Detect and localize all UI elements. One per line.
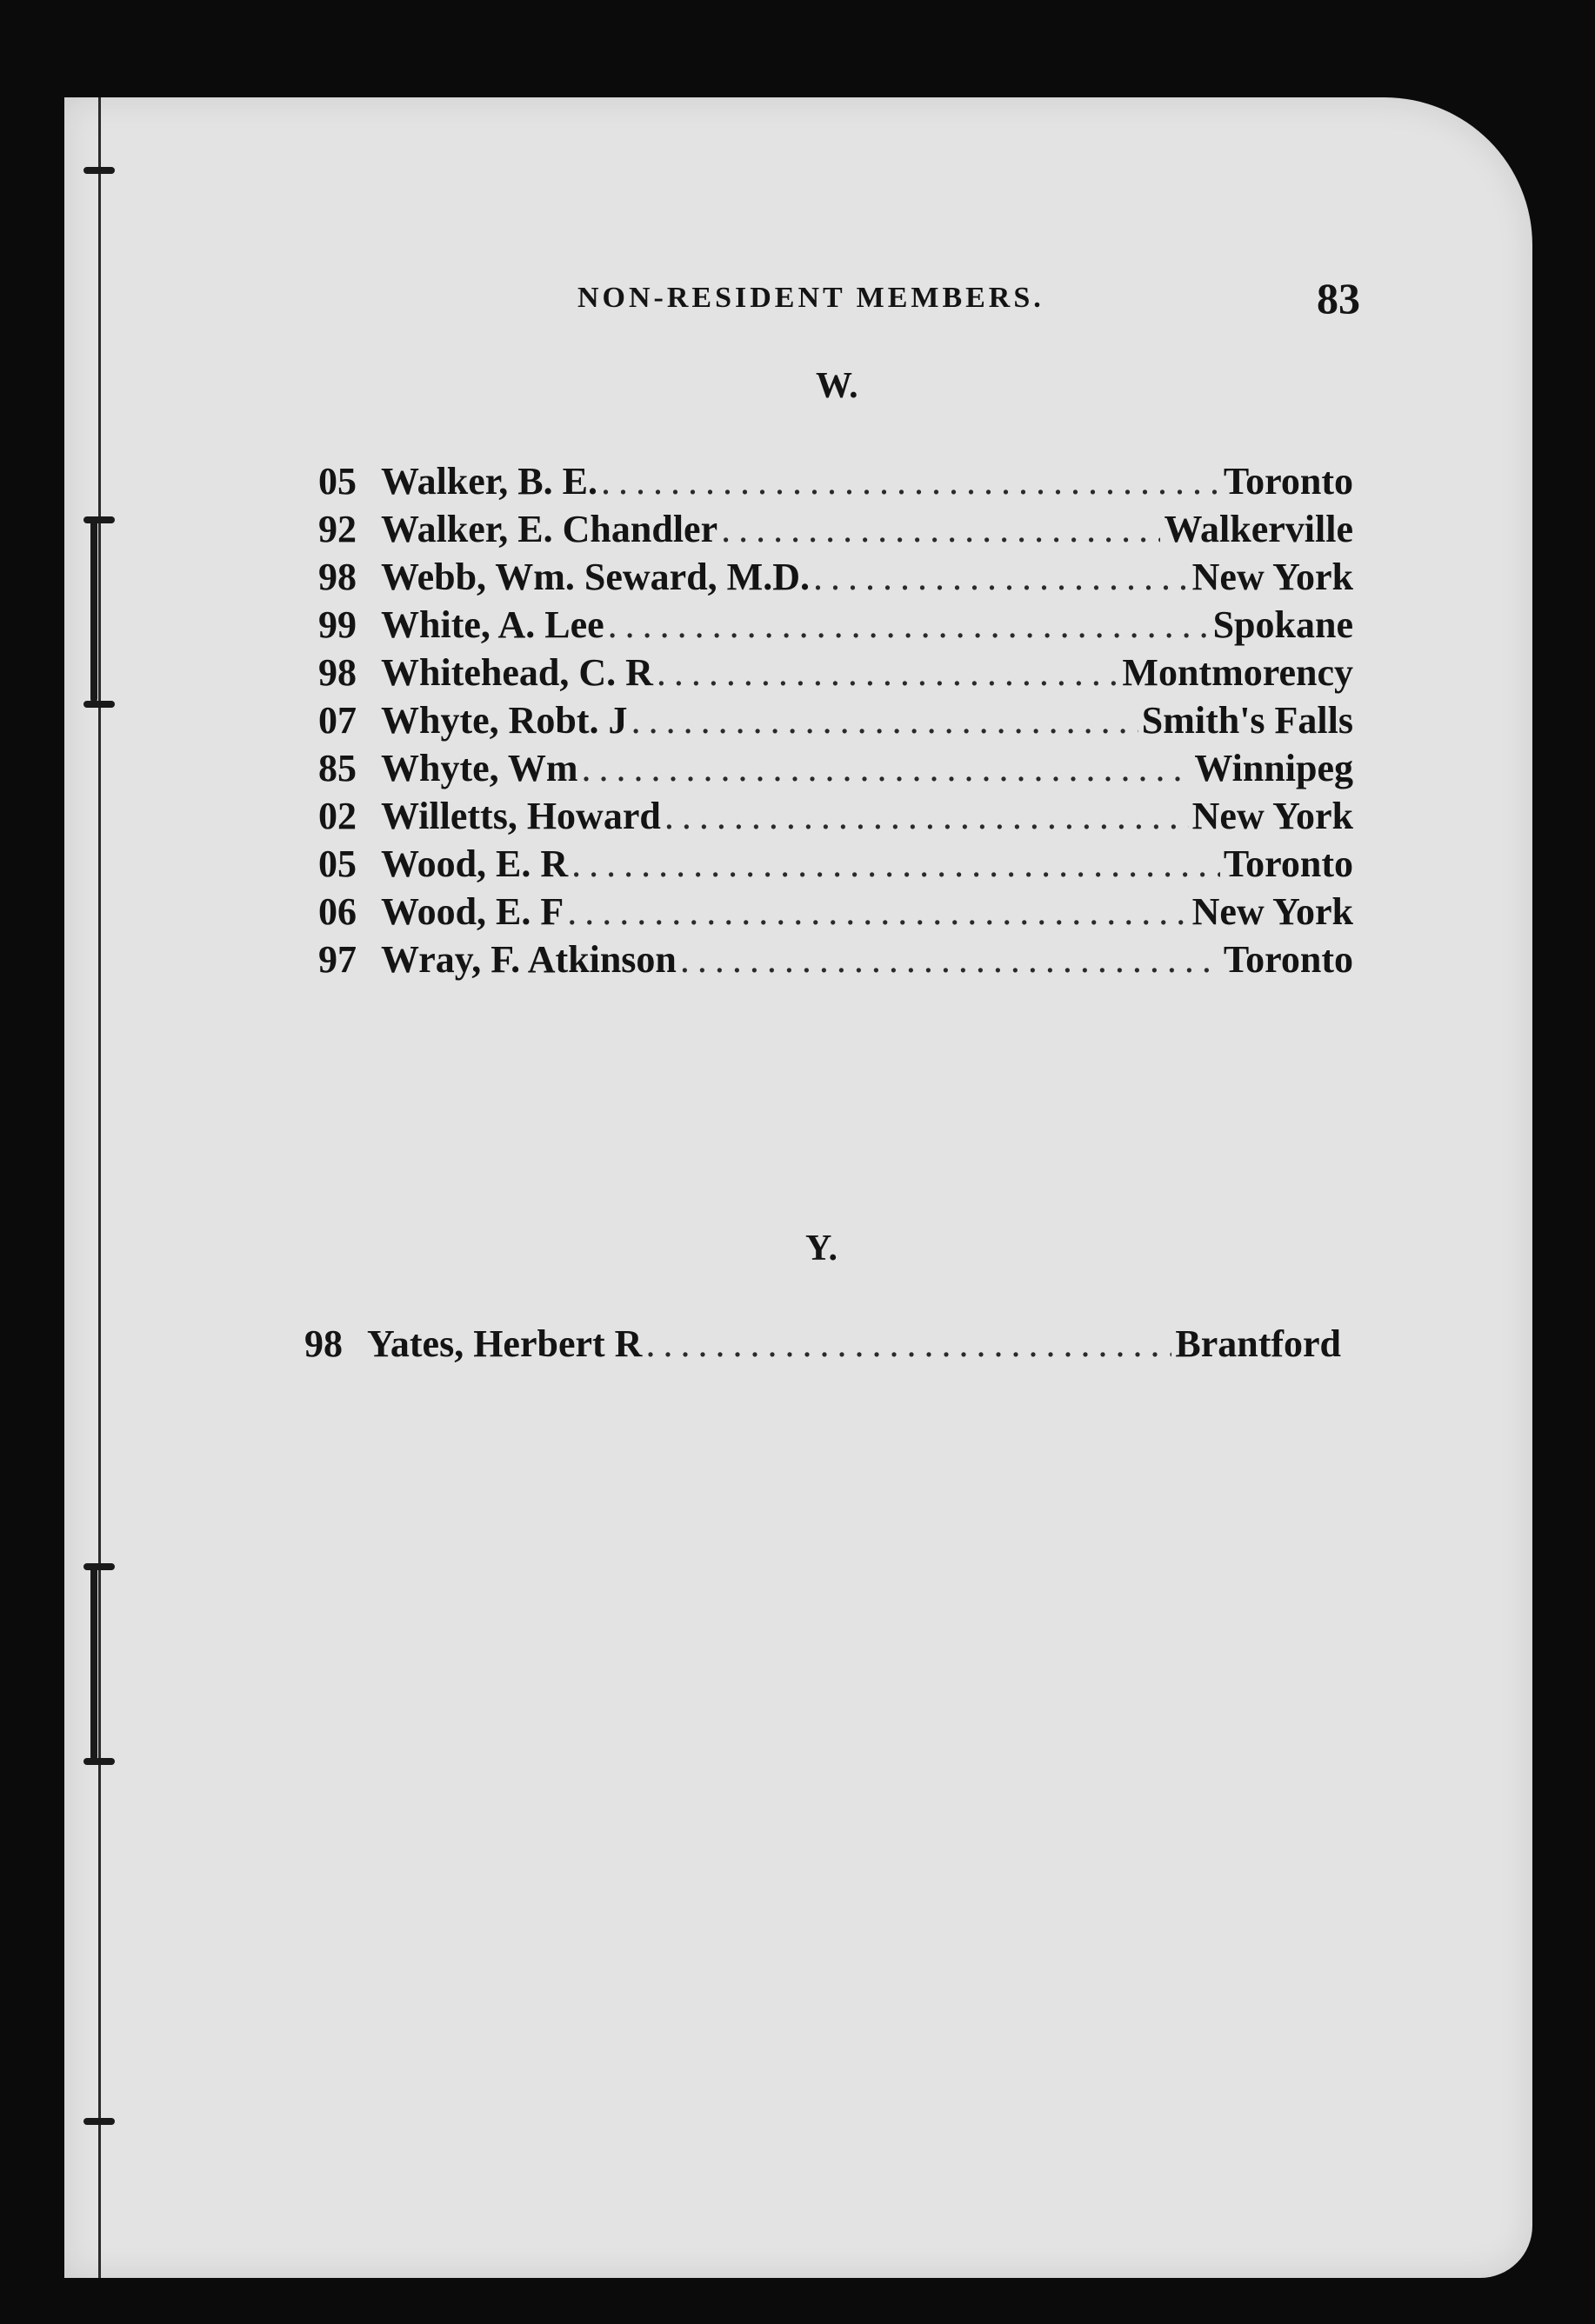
book-page [64,97,1532,2278]
member-place: Smith's Falls [1141,699,1353,742]
leader-dots [680,937,1220,982]
member-place: Montmorency [1122,651,1353,694]
member-name: Walker, B. E. [381,460,597,503]
member-year: 05 [318,460,357,503]
list-item [318,746,1353,794]
member-name: Whyte, Wm [381,747,578,789]
binding-thread [90,518,97,703]
member-name: Webb, Wm. Seward, M.D. [381,556,810,598]
section-letter-y: Y. [805,1229,838,1269]
leader-dots [721,507,1160,551]
leader-dots [567,889,1188,934]
member-year: 97 [318,938,357,981]
list-item [304,1322,1341,1369]
page-number: 83 [1317,274,1360,323]
member-name: Wood, E. R [381,842,569,885]
member-place: New York [1191,795,1353,837]
member-year: 92 [318,508,357,550]
binding-stitch [83,1758,115,1765]
member-place: Brantford [1175,1322,1341,1365]
member-place: Spokane [1212,603,1353,646]
member-name: Whyte, Robt. J [381,699,628,742]
leader-dots [571,842,1220,886]
member-year: 98 [318,556,357,598]
member-name: Yates, Herbert R [367,1322,643,1365]
list-item [318,698,1353,746]
list-item [318,507,1353,555]
member-place: Toronto [1223,460,1353,503]
binding-stitch [83,167,115,174]
member-name: Willetts, Howard [381,795,661,837]
binding-stitch [83,1563,115,1570]
leader-dots [657,650,1119,695]
member-list-y [304,1322,1341,1369]
running-head: NON-RESIDENT MEMBERS. [577,282,1044,314]
list-item [318,603,1353,650]
member-name: White, A. Lee [381,603,604,646]
binding-stitch [83,701,115,708]
list-item [318,842,1353,889]
member-list-w [318,459,1353,985]
member-year: 06 [318,890,357,933]
member-year: 02 [318,795,357,837]
member-place: Walkerville [1164,508,1353,550]
leader-dots [582,746,1191,790]
member-place: Toronto [1223,842,1353,885]
member-year: 07 [318,699,357,742]
list-item [318,889,1353,937]
member-place: Toronto [1223,938,1353,981]
member-name: Walker, E. Chandler [381,508,718,550]
section-letter-w: W. [816,366,858,406]
list-item [318,459,1353,507]
member-name: Wray, F. Atkinson [381,938,677,981]
member-year: 85 [318,747,357,789]
member-year: 98 [304,1322,343,1365]
leader-dots [608,603,1210,647]
list-item [318,794,1353,842]
member-place: New York [1191,556,1353,598]
member-name: Whitehead, C. R [381,651,653,694]
binding-stitch [83,516,115,523]
binding-line [98,97,101,2278]
list-item [318,555,1353,603]
leader-dots [631,698,1138,742]
member-year: 99 [318,603,357,646]
leader-dots [645,1322,1171,1366]
member-name: Wood, E. F [381,890,564,933]
leader-dots [813,555,1189,599]
binding-thread [90,1565,97,1761]
list-item [318,650,1353,698]
member-place: Winnipeg [1194,747,1353,789]
list-item [318,937,1353,985]
leader-dots [601,459,1220,503]
member-place: New York [1191,890,1353,933]
binding-stitch [83,2118,115,2125]
member-year: 05 [318,842,357,885]
leader-dots [664,794,1189,838]
member-year: 98 [318,651,357,694]
